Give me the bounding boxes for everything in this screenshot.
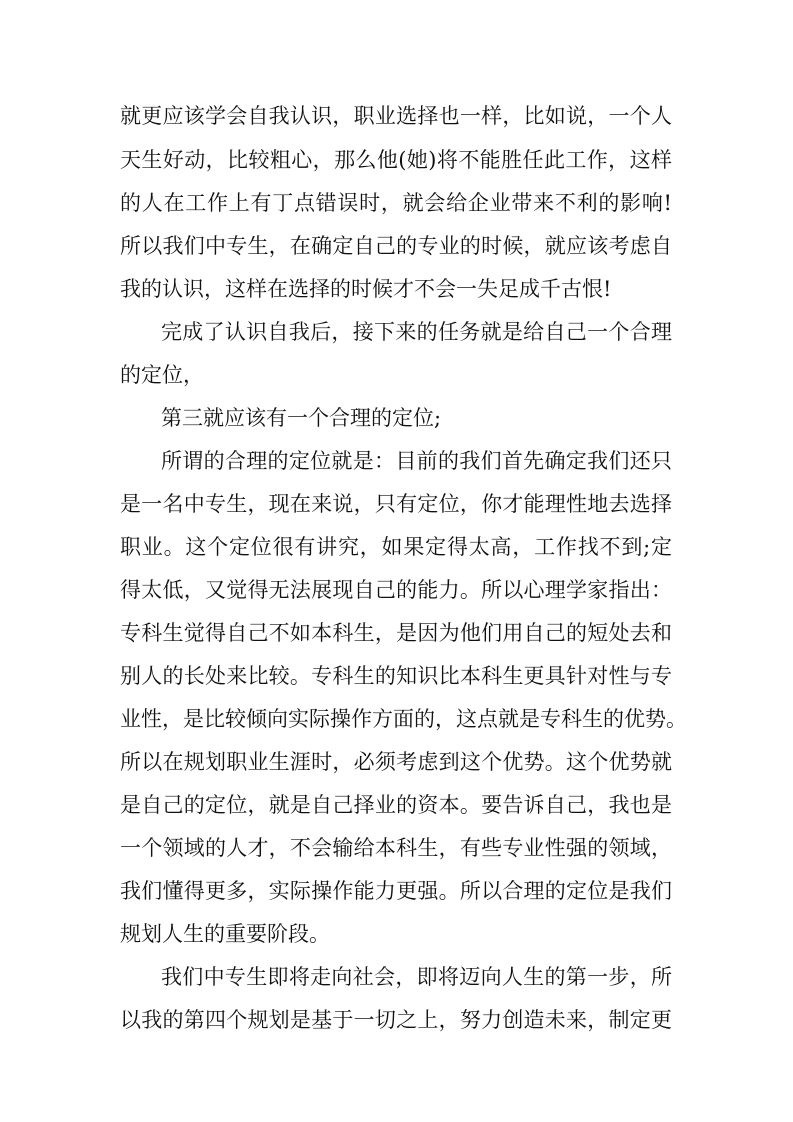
text-line: 别人的长处来比较。专科生的知识比本科生更具针对性与专 <box>120 664 672 688</box>
text-line: 的人在工作上有丁点错误时，就会给企业带来不利的影响! <box>120 191 672 215</box>
text-line: 业性，是比较倾向实际操作方面的，这点就是专科生的优势。 <box>120 707 687 731</box>
text-line: 我们懂得更多，实际操作能力更强。所以合理的定位是我们 <box>120 879 672 903</box>
text-line: 以我的第四个规划是基于一切之上，努力创造未来，制定更 <box>120 1008 672 1032</box>
text-line: 我的认识，这样在选择的时候才不会一失足成千古恨! <box>120 277 612 301</box>
text-line: 职业。这个定位很有讲究，如果定得太高，工作找不到;定 <box>120 535 672 559</box>
text-line: 是一名中专生，现在来说，只有定位，你才能理性地去选择 <box>120 492 672 516</box>
text-line: 专科生觉得自己不如本科生，是因为他们用自己的短处去和 <box>120 621 672 645</box>
text-line: 规划人生的重要阶段。 <box>120 922 330 946</box>
text-line: 所谓的合理的定位就是：目前的我们首先确定我们还只 <box>161 449 672 473</box>
text-line: 所以在规划职业生涯时，必须考虑到这个优势。这个优势就 <box>120 750 672 774</box>
text-line: 天生好动，比较粗心，那么他(她)将不能胜任此工作，这样 <box>120 148 672 172</box>
text-line: 是自己的定位，就是自己择业的资本。要告诉自己，我也是 <box>120 793 672 817</box>
text-line: 我们中专生即将走向社会，即将迈向人生的第一步，所 <box>161 965 672 989</box>
text-line: 的定位， <box>120 363 204 387</box>
text-line: 第三就应该有一个合理的定位; <box>161 406 442 430</box>
text-line: 一个领域的人才，不会输给本科生，有些专业性强的领域， <box>120 836 672 860</box>
text-line: 就更应该学会自我认识，职业选择也一样，比如说，一个人 <box>120 104 672 128</box>
text-line: 得太低，又觉得无法展现自己的能力。所以心理学家指出： <box>120 578 672 602</box>
text-line: 所以我们中专生，在确定自己的专业的时候，就应该考虑自 <box>120 234 672 258</box>
text-line: 完成了认识自我后，接下来的任务就是给自己一个合理 <box>161 320 672 344</box>
